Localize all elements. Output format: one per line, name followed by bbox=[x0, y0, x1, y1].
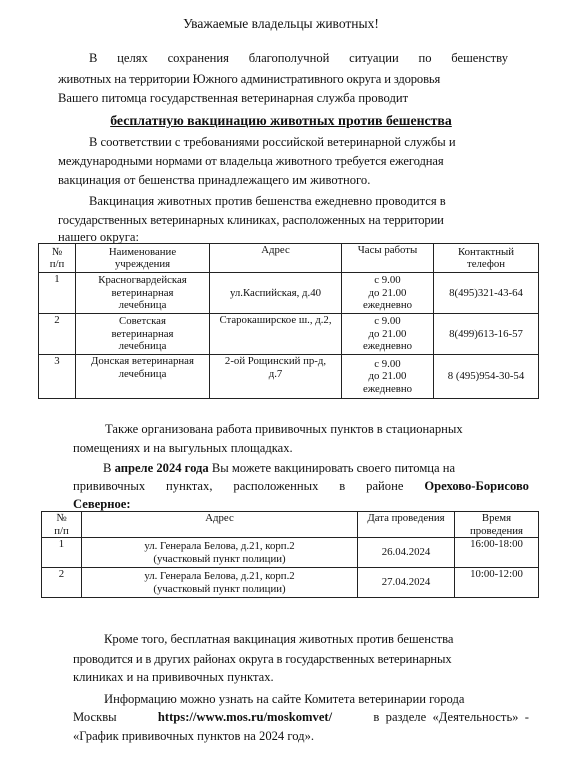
info-line-1: Информацию можно узнать на сайте Комитета ветеринарии города bbox=[104, 692, 465, 706]
col-header-date: Дата проведения bbox=[358, 512, 455, 538]
table-row: 1 ул. Генерала Белова, д.21, корп.2 (участковый пункт полиции) 26.04.2024 16:00-18:00 bbox=[42, 538, 539, 568]
other-districts-line-3: клиниках и на прививочных пунктах. bbox=[73, 670, 274, 684]
points-intro-line-2: помещениях и на выгульных площадках. bbox=[73, 441, 293, 455]
col-header-time: Время проведения bbox=[455, 512, 539, 538]
table-row: 3 Донская ветеринарная лечебница 2-ой Рощинский пр-д, д.7 с 9.00 до 21.00 ежедневно 8 (495)954-30-54 bbox=[39, 355, 539, 399]
intro-line-2: животных на территории Южного административного округа и здоровья bbox=[58, 72, 441, 86]
intro-line-1: В целях сохранения благополучной ситуации по бешенству bbox=[89, 51, 508, 65]
requirements-line-2: международными нормами от владельца животного требуется ежегодная bbox=[58, 154, 444, 168]
col-header-address: Адрес bbox=[82, 512, 358, 538]
district-name-cont: Северное: bbox=[73, 497, 131, 511]
clinics-intro-line-1: Вакцинация животных против бешенства ежедневно проводится в bbox=[89, 194, 446, 208]
april-line-2: прививочных пунктах, расположенных в районе Орехово-Борисово bbox=[73, 477, 529, 496]
section-heading: бесплатную вакцинацию животных против бешенства bbox=[110, 113, 452, 128]
requirements-line-3: вакцинация от бешенства принадлежащего им животного. bbox=[58, 173, 371, 187]
other-districts-line-1: Кроме того, бесплатная вакцинация животных против бешенства bbox=[104, 632, 454, 646]
points-table-header bbox=[42, 512, 539, 538]
table-row: 2 Советская ветеринарная лечебница Старокаширское ш., д.2, с 9.00 до 21.00 ежедневно 8(499)613-16-57 bbox=[39, 314, 539, 355]
april-month: апреле 2024 года bbox=[114, 461, 209, 475]
col-header-phone: Контактный телефон bbox=[434, 244, 539, 273]
requirements-line-1: В соответствии с требованиями российской ветеринарной службы и bbox=[89, 135, 456, 149]
col-header-num: № п/п bbox=[39, 244, 76, 273]
info-line-3: «График прививочных пунктов на 2024 год». bbox=[73, 729, 315, 743]
district-name: Орехово-Борисово bbox=[424, 479, 529, 493]
website-link[interactable]: https://www.mos.ru/moskomvet/ bbox=[157, 710, 333, 724]
april-line-1: В апреле 2024 года Вы можете вакцинировать своего питомца на bbox=[103, 461, 456, 475]
clinics-intro-line-3: нашего округа: bbox=[58, 230, 140, 244]
clinics-table-header bbox=[39, 244, 539, 273]
clinics-intro-line-2: государственных ветеринарных клиниках, расположенных на территории bbox=[58, 213, 444, 227]
col-header-hours: Часы работы bbox=[342, 244, 434, 273]
page-title: Уважаемые владельцы животных! bbox=[183, 16, 379, 31]
col-header-num: № п/п bbox=[42, 512, 82, 538]
other-districts-line-2: проводится и в других районах округа в государственных ветеринарных bbox=[73, 652, 452, 666]
col-header-name: Наименование учреждения bbox=[76, 244, 210, 273]
col-header-address: Адрес bbox=[210, 244, 342, 273]
table-row: 1 Красногвардейская ветеринарная лечебница ул.Каспийская, д.40 с 9.00 до 21.00 ежедневно 8(495)321-43-64 bbox=[39, 273, 539, 314]
info-line-2: Москвы https://www.mos.ru/moskomvet/ в разделе «Деятельность» - bbox=[73, 708, 529, 727]
table-row: 2 ул. Генерала Белова, д.21, корп.2 (участковый пункт полиции) 27.04.2024 10:00-12:00 bbox=[42, 568, 539, 598]
points-table bbox=[41, 511, 539, 598]
intro-line-3: Вашего питомца государственная ветеринарная служба проводит bbox=[58, 91, 409, 105]
clinics-table bbox=[38, 243, 539, 399]
points-intro-line-1: Также организована работа прививочных пунктов в стационарных bbox=[105, 422, 463, 436]
